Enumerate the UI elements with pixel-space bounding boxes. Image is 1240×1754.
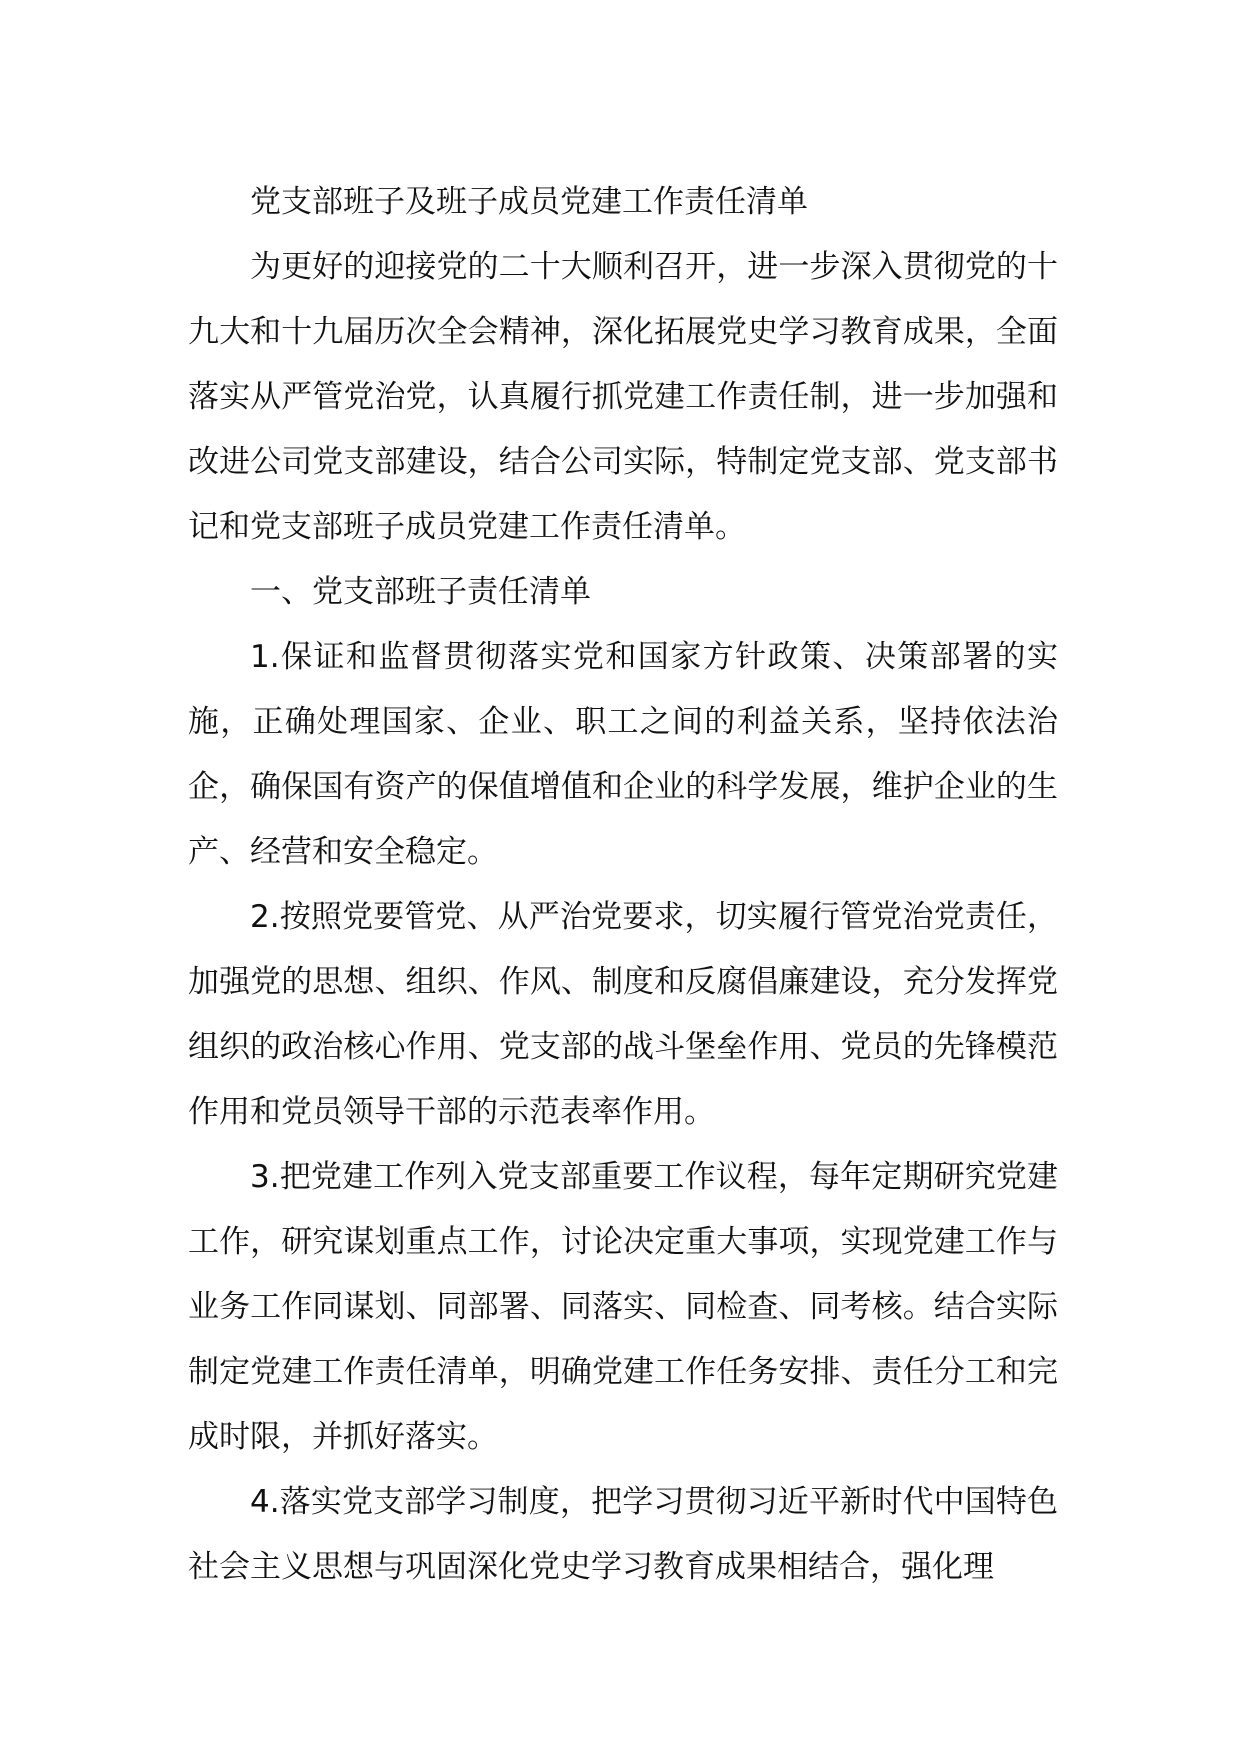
list-item-2: 2.按照党要管党、从严治党要求，切实履行管党治党责任，加强党的思想、组织、作风、制度和反腐倡廉建设，充分发挥党组织的政治核心作用、党支部的战斗堡垒作用、党员的先锋模范作用和党员领导干部的示范表率作用。 (188, 899, 1058, 1130)
intro-paragraph: 为更好的迎接党的二十大顺利召开，进一步深入贯彻党的十九大和十九届历次全会精神，深化拓展党史学习教育成果，全面落实从严管党治党，认真履行抓党建工作责任制，进一步加强和改进公司党支部建设，结合公司实际，特制定党支部、党支部书记和党支部班子成员党建工作责任清单。 (188, 249, 1058, 545)
section-heading: 一、党支部班子责任清单 (250, 574, 591, 610)
list-item-4: 4.落实党支部学习制度，把学习贯彻习近平新时代中国特色社会主义思想与巩固深化党史学习教育成果相结合，强化理 (188, 1484, 1058, 1585)
list-item-1: 1.保证和监督贯彻落实党和国家方针政策、决策部署的实施，正确处理国家、企业、职工之间的利益关系，坚持依法治企，确保国有资产的保值增值和企业的科学发展，维护企业的生产、经营和安全稳定。 (188, 639, 1058, 870)
document-title: 党支部班子及班子成员党建工作责任清单 (250, 184, 808, 220)
document-body (188, 170, 1058, 1600)
list-item-3: 3.把党建工作列入党支部重要工作议程，每年定期研究党建工作，研究谋划重点工作，讨论决定重大事项，实现党建工作与业务工作同谋划、同部署、同落实、同检查、同考核。结合实际制定党建工作责任清单，明确党建工作任务安排、责任分工和完成时限，并抓好落实。 (188, 1159, 1058, 1455)
